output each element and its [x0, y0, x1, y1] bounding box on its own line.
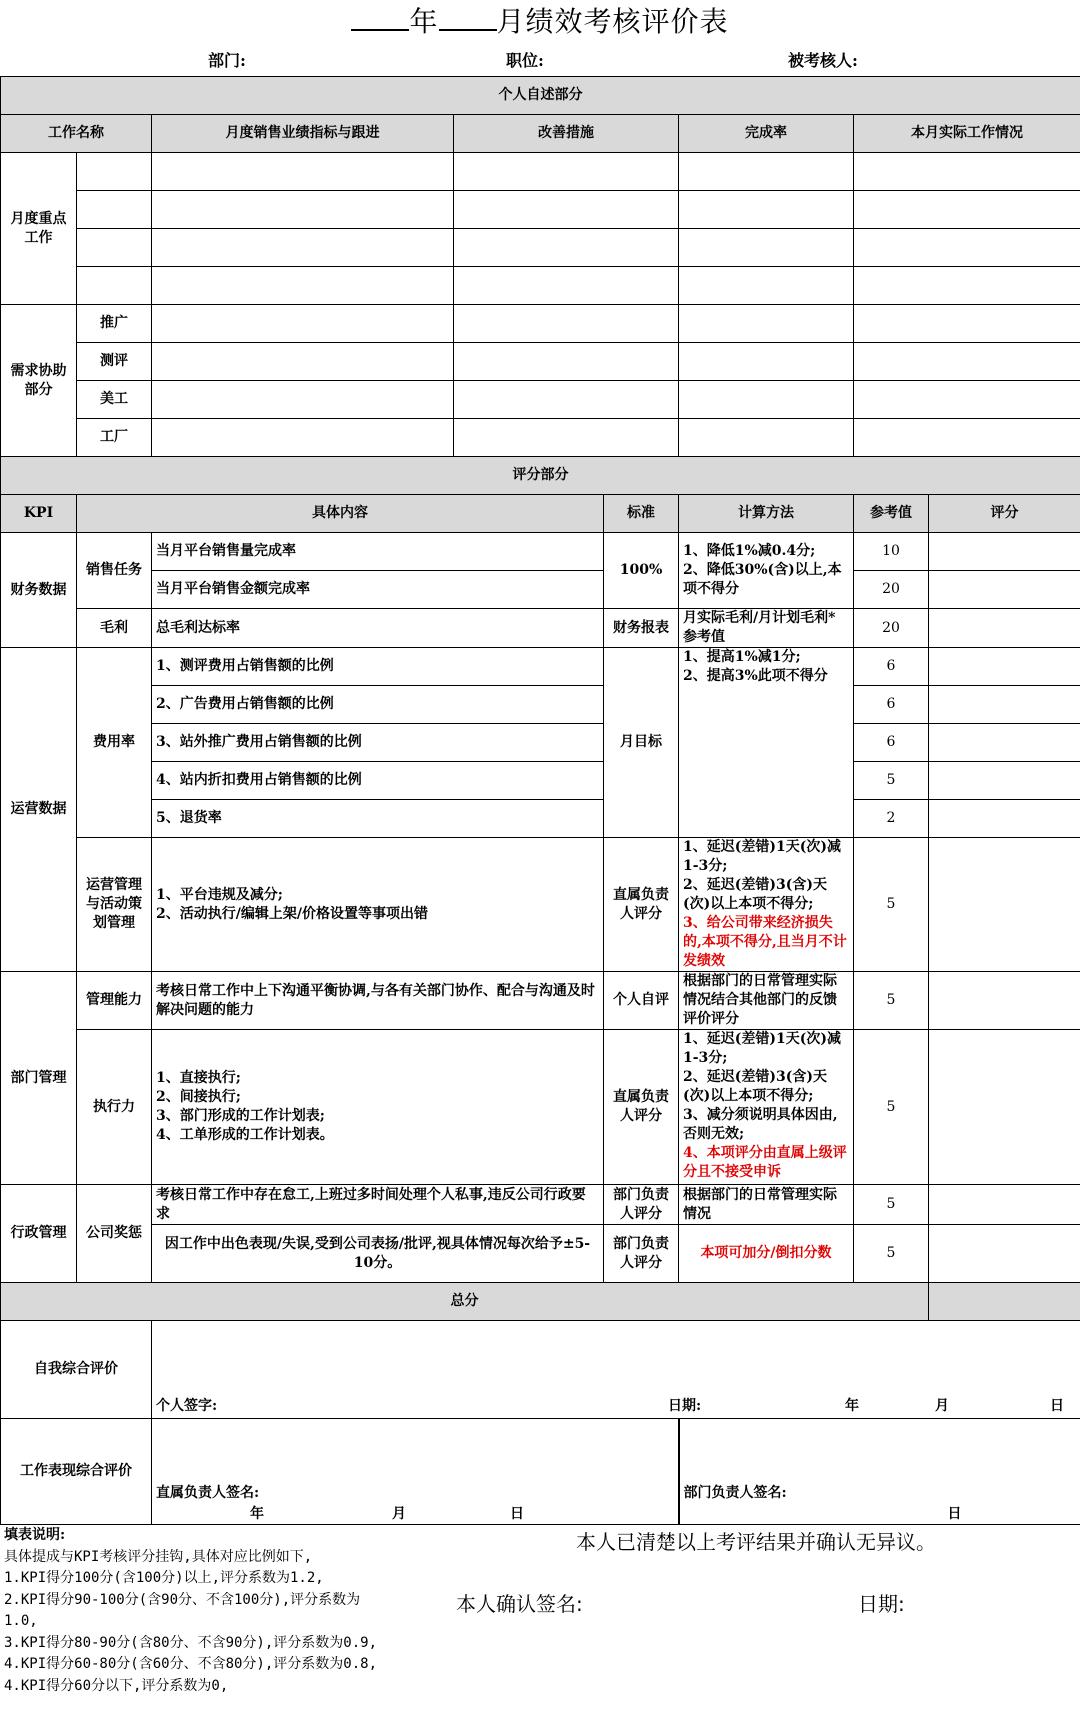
- col-sales-target: 月度销售业绩指标与跟进: [152, 115, 454, 153]
- sales-standard: 100%: [604, 533, 679, 609]
- score-cell[interactable]: [929, 800, 1080, 838]
- score-cell[interactable]: [929, 972, 1080, 1030]
- exec-standard: 直属负责人评分: [604, 1030, 679, 1185]
- col-standard: 标准: [604, 495, 679, 533]
- col-completion: 完成率: [679, 115, 854, 153]
- exec-item: 1、直接执行; 2、间接执行; 3、部门形成的工作计划表; 4、工单形成的工作计划表。: [152, 1030, 604, 1185]
- assessee-label: 被考核人:: [788, 51, 858, 70]
- confirm-sign-label: 本人确认签名:: [456, 1592, 583, 1616]
- ability-label: 管理能力: [77, 972, 152, 1030]
- position-label: 职位:: [506, 51, 544, 70]
- exec-label: 执行力: [77, 1030, 152, 1185]
- cost-rate-label: 费用率: [77, 648, 152, 838]
- score-section-title: 评分部分: [1, 457, 1080, 495]
- cost-ref: 5: [854, 762, 929, 800]
- admin-ref-2: 5: [854, 1225, 929, 1283]
- notes-line: 3.KPI得分80-90分(含80分、不含90分),评分系数为0.9,: [4, 1634, 378, 1651]
- admin-item-2: 因工作中出色表现/失误,受到公司表扬/批评,视具体情况每次给予±5-10分。: [152, 1225, 604, 1283]
- col-improvement: 改善措施: [454, 115, 679, 153]
- cost-item: 3、站外推广费用占销售额的比例: [152, 724, 604, 762]
- self-header-row: [1, 115, 1080, 153]
- reward-label: 公司奖惩: [77, 1185, 152, 1283]
- cost-ref: 2: [854, 800, 929, 838]
- admin-item-1: 考核日常工作中存在怠工,上班过多时间处理个人私事,违反公司行政要求: [152, 1185, 604, 1225]
- col-kpi: KPI: [1, 495, 77, 533]
- month-blank[interactable]: [439, 1, 497, 31]
- score-cell[interactable]: [929, 762, 1080, 800]
- assist-item-factory: 工厂: [77, 419, 152, 457]
- ability-calc: 根据部门的日常管理实际情况结合其他部门的反馈评价评分: [679, 972, 854, 1030]
- ops-mgmt-label: 运营管理与活动策划管理: [77, 838, 152, 972]
- cost-calc: 1、提高1%减1分; 2、提高3%此项不得分: [679, 648, 854, 838]
- col-actual-work: 本月实际工作情况: [854, 115, 1080, 153]
- cost-standard: 月目标: [604, 648, 679, 838]
- admin-ref-1: 5: [854, 1185, 929, 1225]
- sales-calc: 1、降低1%减0.4分; 2、降低30%(含)以上,本项不得分: [679, 533, 854, 609]
- ops-mgmt-standard: 直属负责人评分: [604, 838, 679, 972]
- col-work-name: 工作名称: [1, 115, 152, 153]
- score-cell[interactable]: [929, 533, 1080, 571]
- score-cell[interactable]: [929, 724, 1080, 762]
- cost-item: 4、站内折扣费用占销售额的比例: [152, 762, 604, 800]
- kpi-admin: 行政管理: [1, 1185, 77, 1283]
- year-blank[interactable]: [351, 1, 409, 31]
- confirm-date-label: 日期:: [858, 1592, 905, 1616]
- score-cell[interactable]: [929, 571, 1080, 609]
- notes-line: 具体提成与KPI考核评分挂钩,具体对应比例如下,: [4, 1548, 313, 1565]
- assist-label: 需求协助部分: [1, 305, 77, 457]
- col-score: 评分: [929, 495, 1080, 533]
- evaluation-form: [0, 76, 1080, 1525]
- col-method: 计算方法: [679, 495, 854, 533]
- exec-calc: 1、延迟(差错)1天(次)减1-3分; 2、延迟(差错)3(含)天(次)以上本项不得分; 3、减分须说明具体因由,否则无效; 4、本项评分由直属上级评分且不接受申诉: [679, 1030, 854, 1185]
- col-reference: 参考值: [854, 495, 929, 533]
- score-cell[interactable]: [929, 838, 1080, 972]
- page-title: 年 月绩效考核评价表: [0, 0, 1080, 44]
- exec-ref: 5: [854, 1030, 929, 1185]
- sales-amount-item: 当月平台销售金额完成率: [152, 571, 604, 609]
- score-cell[interactable]: [929, 1225, 1080, 1283]
- admin-standard-1: 部门负责人评分: [604, 1185, 679, 1225]
- sales-volume-ref: 10: [854, 533, 929, 571]
- ops-mgmt-calc: 1、延迟(差错)1天(次)减1-3分; 2、延迟(差错)3(含)天(次)以上本项不得分; 3、给公司带来经济损失的,本项不得分,且当月不计发绩效: [679, 838, 854, 972]
- work-eval-label: 工作表现综合评价: [1, 1419, 152, 1525]
- score-cell[interactable]: [929, 648, 1080, 686]
- notes-title: 填表说明:: [4, 1527, 66, 1543]
- sales-volume-item: 当月平台销售量完成率: [152, 533, 604, 571]
- self-eval-area[interactable]: 个人签字: 日期: 年 月 日: [152, 1321, 1080, 1419]
- assist-item-review: 测评: [77, 343, 152, 381]
- admin-standard-2: 部门负责人评分: [604, 1225, 679, 1283]
- kpi-finance: 财务数据: [1, 533, 77, 648]
- self-eval-label: 自我综合评价: [1, 1321, 152, 1419]
- notes-line: 4.KPI得分60-80分(含60分、不含80分),评分系数为0.8,: [4, 1656, 378, 1672]
- notes-line: 1.0,: [4, 1613, 38, 1629]
- col-content: 具体内容: [77, 495, 604, 533]
- admin-calc-2: 本项可加分/倒扣分数: [679, 1225, 854, 1283]
- margin-item: 总毛利达标率: [152, 609, 604, 648]
- self-section-title: 个人自述部分: [1, 77, 1080, 115]
- notes-line: 1.KPI得分100分(含100分)以上,评分系数为1.2,: [4, 1570, 324, 1586]
- sales-amount-ref: 20: [854, 571, 929, 609]
- score-cell[interactable]: [929, 686, 1080, 724]
- kpi-dept-mgmt: 部门管理: [1, 972, 77, 1185]
- score-header-row: [1, 495, 1080, 533]
- cost-item: 5、退货率: [152, 800, 604, 838]
- cost-ref: 6: [854, 648, 929, 686]
- total-label: 总分: [1, 1283, 929, 1321]
- cost-ref: 6: [854, 686, 929, 724]
- notes-line: 2.KPI得分90-100分(含90分、不含100分),评分系数为: [4, 1591, 361, 1608]
- key-work-label: 月度重点工作: [1, 153, 77, 305]
- assist-item-promotion: 推广: [77, 305, 152, 343]
- score-cell[interactable]: [929, 1185, 1080, 1225]
- margin-label: 毛利: [77, 609, 152, 648]
- fill-notes: [4, 1525, 377, 1697]
- notes-line: 4.KPI得分60分以下,评分系数为0,: [4, 1677, 229, 1694]
- admin-calc-1: 根据部门的日常管理实际情况: [679, 1185, 854, 1225]
- sales-task-label: 销售任务: [77, 533, 152, 609]
- ability-item: 考核日常工作中上下沟通平衡协调,与各有关部门协作、配合与沟通及时解决问题的能力: [152, 972, 604, 1030]
- ability-standard: 个人自评: [604, 972, 679, 1030]
- score-cell[interactable]: [929, 1030, 1080, 1185]
- ops-mgmt-ref: 5: [854, 838, 929, 972]
- score-cell[interactable]: [929, 609, 1080, 648]
- kpi-operations: 运营数据: [1, 648, 77, 972]
- ability-ref: 5: [854, 972, 929, 1030]
- total-score-cell[interactable]: [929, 1283, 1080, 1321]
- key-work-cell[interactable]: [77, 153, 152, 191]
- margin-ref: 20: [854, 609, 929, 648]
- ops-mgmt-item: 1、平台违规及减分; 2、活动执行/编辑上架/价格设置等事项出错: [152, 838, 604, 972]
- cost-item: 2、广告费用占销售额的比例: [152, 686, 604, 724]
- assist-item-design: 美工: [77, 381, 152, 419]
- cost-item: 1、测评费用占销售额的比例: [152, 648, 604, 686]
- dept-sign-area[interactable]: 部门负责人签名: 日: [679, 1419, 1080, 1525]
- margin-calc: 月实际毛利/月计划毛利*参考值: [679, 609, 854, 648]
- lead-sign-area[interactable]: 直属负责人签名: 年 月 日: [152, 1419, 679, 1525]
- dept-label: 部门:: [208, 51, 246, 70]
- margin-standard: 财务报表: [604, 609, 679, 648]
- cost-ref: 6: [854, 724, 929, 762]
- confirm-statement: 本人已清楚以上考评结果并确认无异议。: [576, 1530, 936, 1554]
